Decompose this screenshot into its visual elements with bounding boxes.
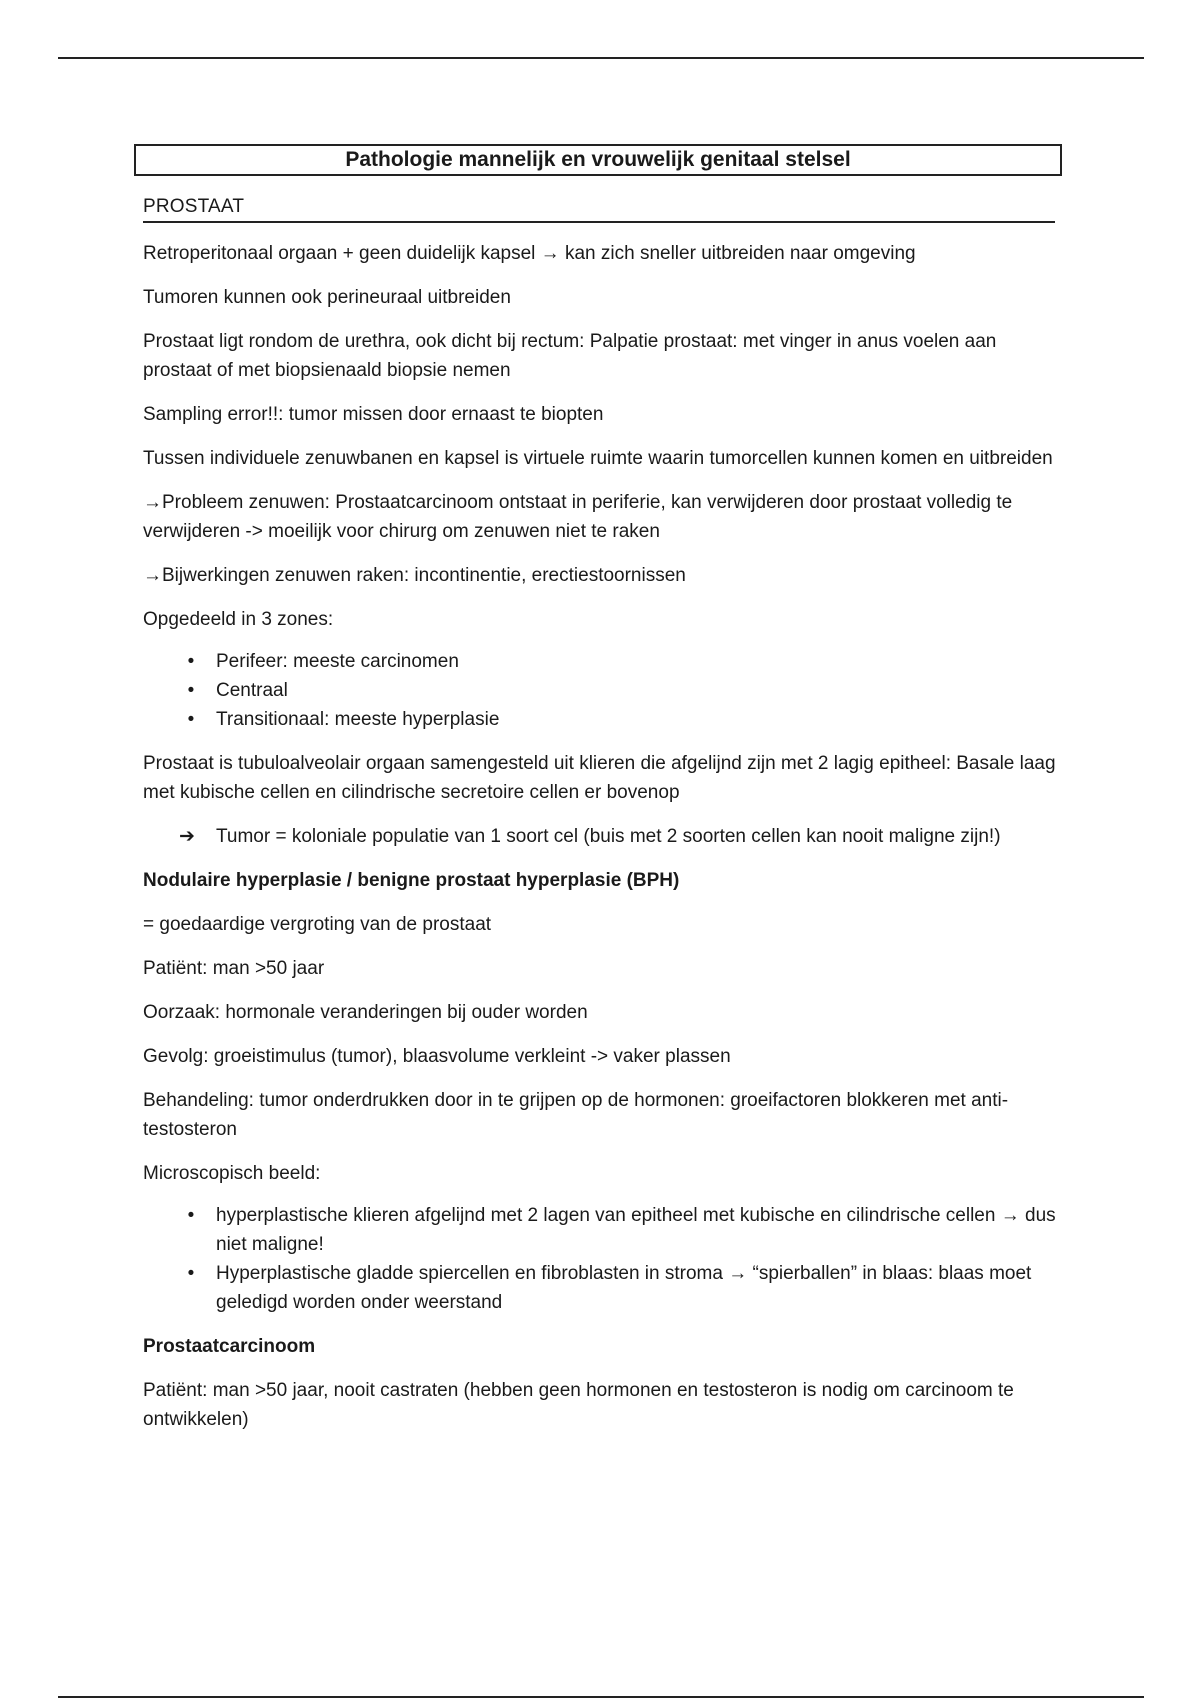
paragraph: Retroperitonaal orgaan + geen duidelijk kapsel → kan zich sneller uitbreiden naar omgeving — [143, 243, 916, 264]
list-item: • hyperplastische klieren afgelijnd met 2 lagen van epitheel met kubische en cilindrische cellen → dus niet maligne! — [143, 1201, 1063, 1259]
arrow-right-icon: ➔ — [179, 826, 195, 847]
list-item: • Centraal — [143, 676, 1063, 705]
paragraph: Behandeling: tumor onderdrukken door in te grijpen op de hormonen: groeifactoren blokkeren met anti-testosteron — [143, 1090, 1009, 1140]
subheading-prostaatcarcinoom: Prostaatcarcinoom — [143, 1336, 316, 1357]
paragraph: Prostaat ligt rondom de urethra, ook dicht bij rectum: Palpatie prostaat: met vinger in anus voelen aan prostaat of met biopsienaald biopsie nemen — [143, 331, 997, 381]
section-heading-prostaat: PROSTAAT — [143, 196, 1055, 223]
zones-list — [143, 647, 1063, 734]
arrow-list-item: ➔ Tumor = koloniale populatie van 1 soort cel (buis met 2 soorten cellen kan nooit maligne zijn!) — [143, 822, 1063, 851]
bullet-icon: • — [187, 1263, 195, 1284]
paragraph: Patiënt: man >50 jaar, nooit castraten (hebben geen hormonen en testosteron is nodig om carcinoom te ontwikkelen) — [143, 1380, 1014, 1430]
paragraph: →Probleem zenuwen: Prostaatcarcinoom ontstaat in periferie, kan verwijderen door prostaat volledig te verwijderen -> moeilijk voor chirurg om zenuwen niet te raken — [143, 492, 1013, 542]
paragraph: Opgedeeld in 3 zones: — [143, 609, 334, 630]
list-item: • Hyperplastische gladde spiercellen en fibroblasten in stroma → “spierballen” in blaas: blaas moet geledigd worden onder weerstand — [143, 1259, 1063, 1317]
document-title: Pathologie mannelijk en vrouwelijk genitaal stelsel — [134, 144, 1062, 176]
microscopy-list — [143, 1201, 1063, 1317]
paragraph: Patiënt: man >50 jaar — [143, 958, 325, 979]
list-item: • Perifeer: meeste carcinomen — [143, 647, 1063, 676]
list-item: • Transitionaal: meeste hyperplasie — [143, 705, 1063, 734]
bullet-icon: • — [187, 680, 195, 701]
paragraph: →Bijwerkingen zenuwen raken: incontinentie, erectiestoornissen — [143, 565, 686, 586]
paragraph: Prostaat is tubuloalveolair orgaan samengesteld uit klieren die afgelijnd zijn met 2 lagig epitheel: Basale laag met kubische cellen en cilindrische secretoire cellen er bovenop — [143, 753, 1056, 803]
paragraph: Tussen individuele zenuwbanen en kapsel is virtuele ruimte waarin tumorcellen kunnen komen en uitbreiden — [143, 448, 1053, 469]
bullet-icon: • — [187, 1205, 195, 1226]
document-body — [143, 144, 1063, 1434]
paragraph: = goedaardige vergroting van de prostaat — [143, 914, 492, 935]
header-rule — [58, 57, 1144, 59]
paragraph: Sampling error!!: tumor missen door ernaast te biopten — [143, 404, 604, 425]
paragraph: Oorzaak: hormonale veranderingen bij ouder worden — [143, 1002, 588, 1023]
subheading-bph: Nodulaire hyperplasie / benigne prostaat hyperplasie (BPH) — [143, 870, 680, 891]
paragraph: Microscopisch beeld: — [143, 1163, 321, 1184]
paragraph: Gevolg: groeistimulus (tumor), blaasvolume verkleint -> vaker plassen — [143, 1046, 731, 1067]
footer-rule — [58, 1696, 1144, 1698]
bullet-icon: • — [187, 651, 195, 672]
bullet-icon: • — [187, 709, 195, 730]
paragraph: Tumoren kunnen ook perineuraal uitbreiden — [143, 287, 511, 308]
